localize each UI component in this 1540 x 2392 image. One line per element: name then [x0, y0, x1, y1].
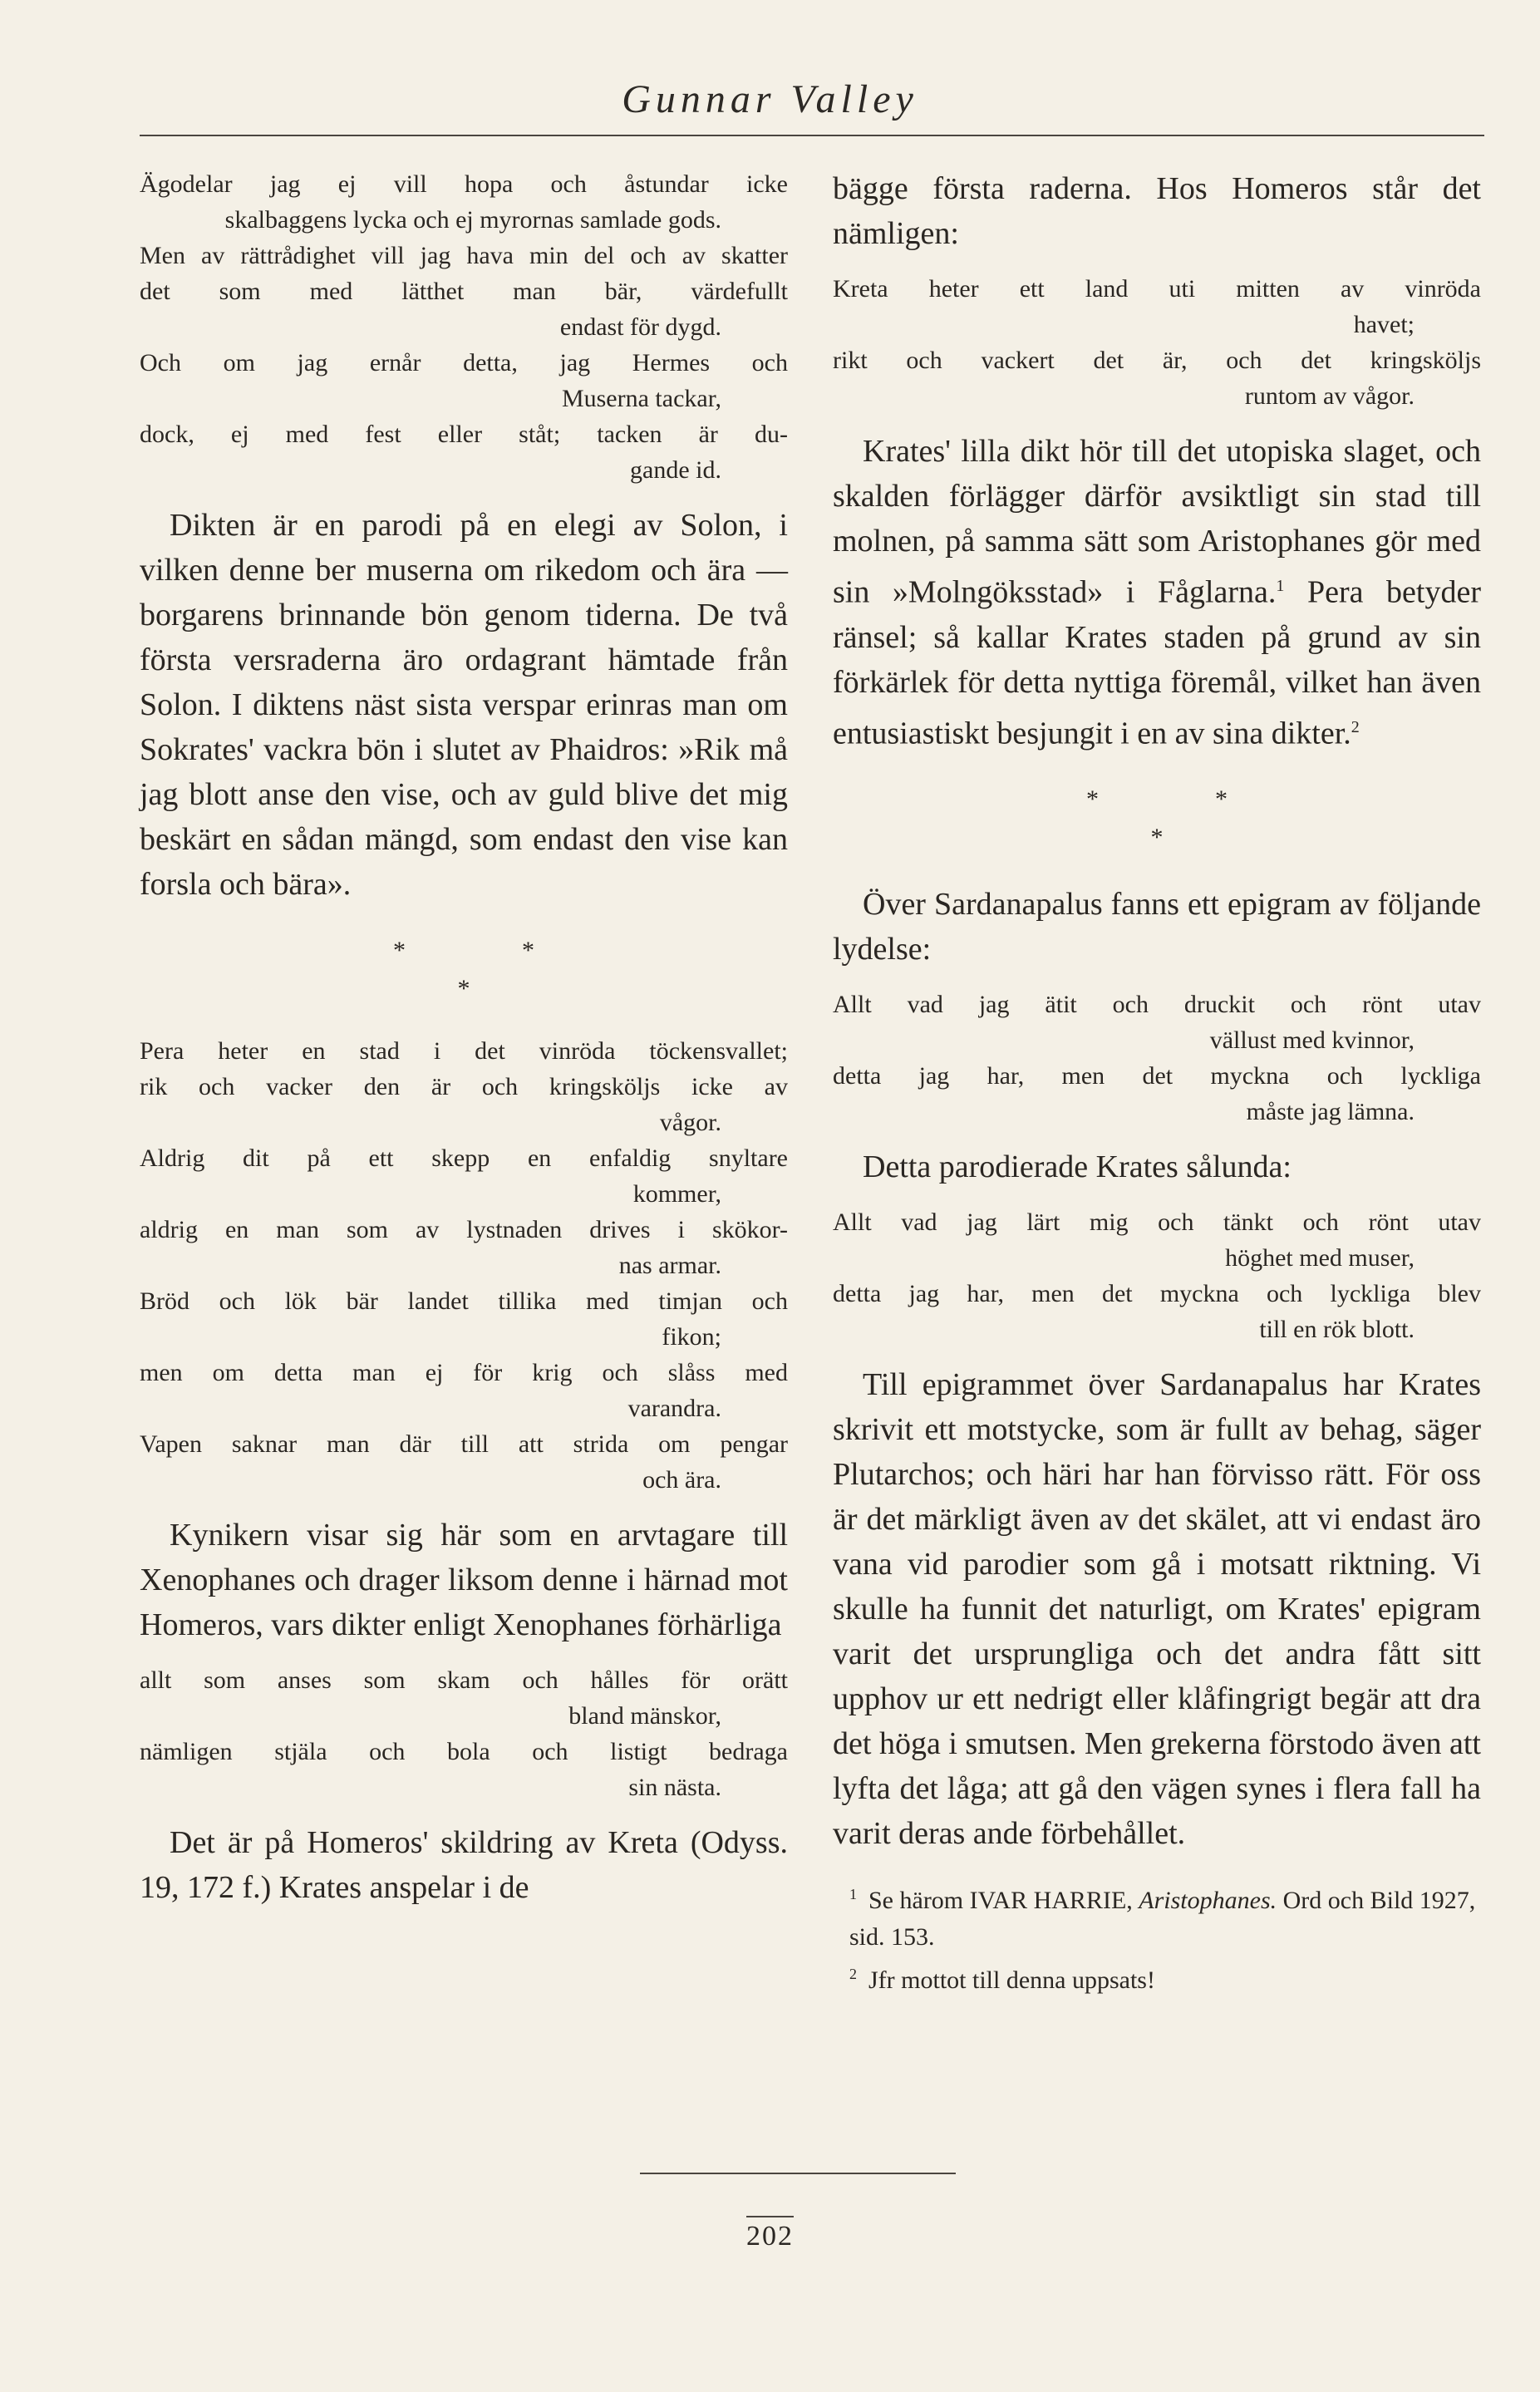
- footnote: $^2$ Jfr mottot till denna uppsats!: [849, 1966, 1155, 1995]
- verse-line: allt som anses som skam och hålles för orätt: [140, 1666, 788, 1694]
- left-column: [140, 166, 788, 1925]
- verse-block: [140, 166, 788, 488]
- paragraph: Till epigrammet över Sardanapalus har Krates skrivit ett motstycke, som är fullt av behag, säger Plutarchos; och häri har han förvisso rätt. För oss är det märkligt även av det skälet, att vi endast äro vana vid parodier som gå i motsatt riktning. Vi skulle ha funnit det naturligt, om Krates' epigram varit det ursprungliga och det andra fått sitt upphov ur ett nedrigt eller klåfingrigt begär att dra det höga i smutsen. Men grekerna förstodo även att lyfta det låga; att gå den vägen synes i flera fall ha varit deras ande förbehållet.: [833, 1367, 1481, 1852]
- paragraph: Detta parodierade Krates sålunda:: [863, 1149, 1292, 1185]
- verse-line: dock, ej med fest eller ståt; tacken är du-: [140, 421, 788, 448]
- verse-line: Ägodelar jag ej vill hopa och åstundar icke: [140, 170, 788, 198]
- paragraph: bägge första raderna. Hos Homeros står det nämligen:: [833, 171, 1481, 251]
- paragraph: Det är på Homeros' skildring av Kreta (Odyss. 19, 172 f.) Krates anspelar i de: [140, 1825, 788, 1905]
- verse-line: aldrig en man som av lystnaden drives i skökor-: [140, 1216, 788, 1243]
- verse-line-cont: varandra.: [627, 1395, 721, 1422]
- verse-line-cont: och ära.: [642, 1466, 721, 1494]
- verse-line-cont: skalbaggens lycka och ej myrornas samlade gods.: [224, 206, 721, 234]
- verse-line: Kreta heter ett land uti mitten av vinröda: [833, 275, 1481, 303]
- verse-line-cont: sin nästa.: [628, 1774, 721, 1801]
- verse-line: Aldrig dit på ett skepp en enfaldig snyltare: [140, 1144, 788, 1172]
- verse-line: men om detta man ej för krig och slåss med: [140, 1359, 788, 1386]
- verse-line-cont: havet;: [1353, 311, 1415, 338]
- running-head: Gunnar Valley: [622, 77, 918, 121]
- verse-line: Vapen saknar man där till att strida om pengar: [140, 1430, 788, 1458]
- verse-line: Allt vad jag ätit och druckit och rönt utav: [833, 991, 1481, 1019]
- footnote: $^1$ Se härom IVAR HARRIE, Aristophanes. Ord och Bild 1927, sid. 153.: [849, 1886, 1476, 1951]
- verse-line: Men av rättrådighet vill jag hava min del och av skatter: [140, 242, 788, 269]
- verse-line-cont: nas armar.: [618, 1252, 721, 1279]
- verse-line: rik och vacker den är och kringsköljs icke av: [140, 1073, 788, 1100]
- verse-line-cont: gande id.: [630, 456, 721, 484]
- verse-line-cont: vågor.: [659, 1109, 721, 1136]
- paragraph: Krates' lilla dikt hör till det utopiska slaget, och skalden förlägger därför avsiktligt sin stad till molnen, på samma sätt som Aristophanes gör med sin »Molngöksstad» i Fåglarna.$^1$ Pera betyder ränsel; så kallar Krates staden på grund av sin förkärlek för detta nyttiga föremål, vilket han även entusiastiskt besjungit i en av sina dikter.$^2$: [833, 434, 1481, 751]
- paragraph: Dikten är en parodi på en elegi av Solon, i vilken denne ber muserna om rikedom och ära — borgarens brinnande bön genom tiderna. De två första versraderna äro ordagrant hämtade från Solon. I diktens näst sista verspar erinras man om Sokrates' vackra bön i slutet av Phaidros: »Rik må jag blott anse den vise, och av guld blive det mig beskärt en sådan mängd, som endast den vise kan forsla och bära».: [140, 508, 788, 902]
- verse-block: [140, 1033, 788, 1498]
- verse-line: rikt och vackert det är, och det kringsköljs: [833, 347, 1481, 374]
- verse-line-cont: endast för dygd.: [559, 313, 721, 341]
- verse-line-cont: måste jag lämna.: [1246, 1098, 1415, 1126]
- right-column: [833, 166, 1481, 1999]
- verse-line: nämligen stjäla och bola och listigt bedraga: [140, 1738, 788, 1765]
- verse-block: [833, 271, 1481, 414]
- verse-line: Pera heter en stad i det vinröda töckensvallet;: [140, 1037, 788, 1065]
- verse-line: detta jag har, men det myckna och lyckliga blev: [833, 1280, 1481, 1308]
- verse-line: det som med lätthet man bär, värdefullt: [140, 278, 788, 305]
- footnote-ref: 1: [1276, 577, 1285, 595]
- header-rule: [140, 135, 1484, 136]
- verse-line: detta jag har, men det myckna och lyckliga: [833, 1062, 1481, 1090]
- verse-line-cont: till en rök blott.: [1259, 1316, 1415, 1344]
- footer-rule: [640, 2173, 956, 2174]
- paragraph: Över Sardanapalus fanns ett epigram av följande lydelse:: [833, 887, 1481, 967]
- verse-line: Bröd och lök bär landet tillika med timjan och: [140, 1287, 788, 1315]
- verse-line: Allt vad jag lärt mig och tänkt och rönt utav: [833, 1208, 1481, 1237]
- section-break: * * *: [393, 937, 534, 1002]
- verse-block: [140, 1662, 788, 1805]
- verse-block: [833, 1204, 1481, 1347]
- verse-line-cont: kommer,: [632, 1180, 721, 1208]
- verse-line-cont: fikon;: [662, 1323, 721, 1351]
- verse-line-cont: Muserna tackar,: [561, 385, 721, 412]
- page-number: 202: [0, 2221, 1540, 2252]
- verse-line: Och om jag ernår detta, jag Hermes och: [140, 349, 788, 377]
- verse-block: [833, 987, 1481, 1130]
- footnotes: [833, 1876, 1481, 1999]
- verse-line-cont: höghet med muser,: [1225, 1244, 1415, 1272]
- section-break: * * *: [1086, 785, 1228, 852]
- verse-line-cont: runtom av vågor.: [1244, 382, 1415, 410]
- paragraph: Kynikern visar sig här som en arvtagare till Xenophanes och drager liksom denne i härnad mot Homeros, vars dikter enligt Xenophanes förhärliga: [140, 1518, 788, 1642]
- verse-line-cont: bland mänskor,: [568, 1702, 721, 1730]
- footnote-ref: 2: [1351, 717, 1360, 736]
- verse-line-cont: vällust med kvinnor,: [1209, 1026, 1415, 1055]
